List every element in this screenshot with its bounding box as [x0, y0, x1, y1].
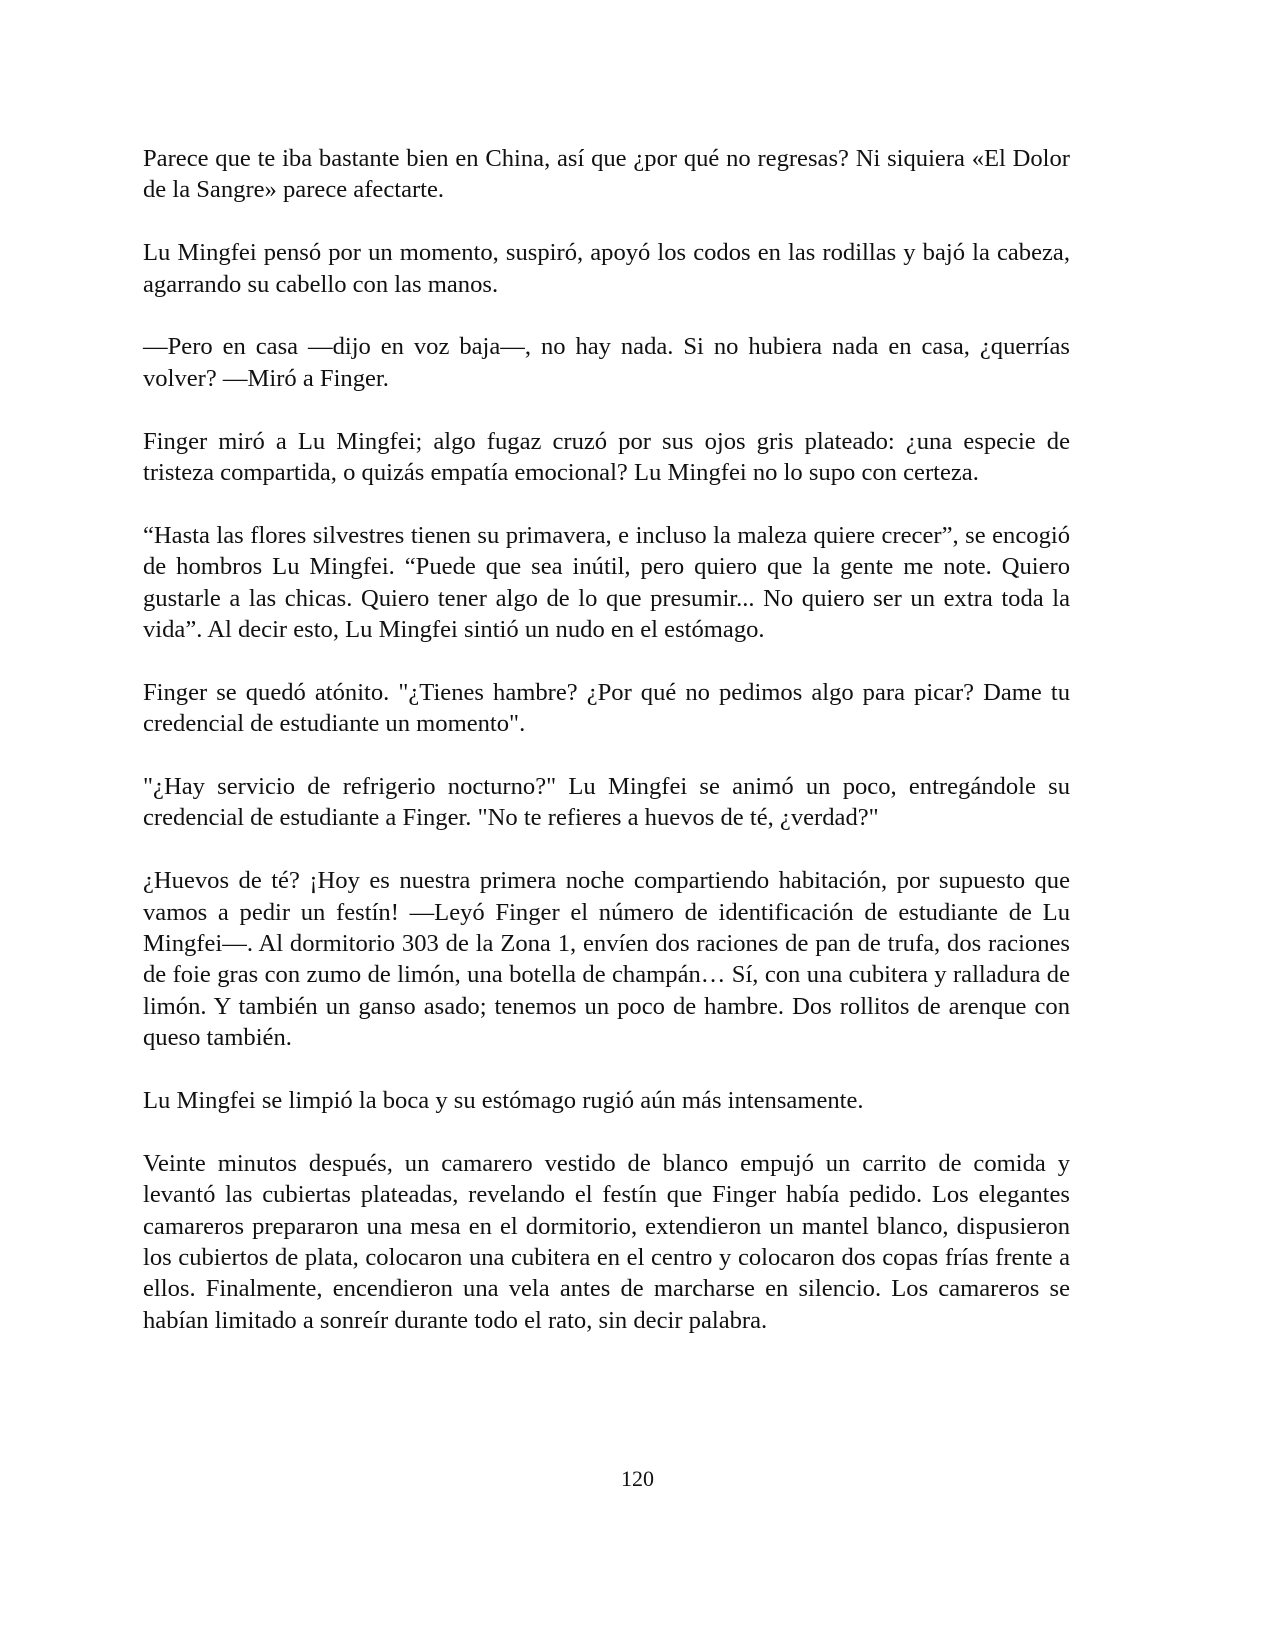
- paragraph: Finger miró a Lu Mingfei; algo fugaz cruzó por sus ojos gris plateado: ¿una especie de tristeza compartida, o quizás empatía emocional? Lu Mingfei no lo supo con certeza.: [143, 427, 1070, 487]
- paragraph: ¿Huevos de té? ¡Hoy es nuestra primera noche compartiendo habitación, por supuesto que vamos a pedir un festín! —Leyó Finger el número de identificación de estudiante de Lu Mingfei—. Al dormitorio 303 de la Zona 1, envíen dos raciones de pan de trufa, dos raciones de foie gras con zumo de limón, una botella de champán… Sí, con una cubitera y ralladura de limón. Y también un ganso asado; tenemos un poco de hambre. Dos rollitos de arenque con queso también.: [143, 867, 1070, 1052]
- paragraph: Parece que te iba bastante bien en China, así que ¿por qué no regresas? Ni siquiera «El Dolor de la Sangre» parece afectarte.: [143, 145, 1070, 204]
- paragraph: Lu Mingfei pensó por un momento, suspiró, apoyó los codos en las rodillas y bajó la cabeza, agarrando su cabello con las manos.: [143, 239, 1070, 298]
- paragraph: "¿Hay servicio de refrigerio nocturno?" Lu Mingfei se animó un poco, entregándole su credencial de estudiante a Finger. "No te refieres a huevos de té, ¿verdad?": [143, 773, 1070, 832]
- page-body: [143, 143, 1070, 1368]
- paragraph: —Pero en casa —dijo en voz baja—, no hay nada. Si no hubiera nada en casa, ¿querrías volver? —Miró a Finger.: [143, 333, 1070, 392]
- paragraph: Veinte minutos después, un camarero vestido de blanco empujó un carrito de comida y levantó las cubiertas plateadas, revelando el festín que Finger había pedido. Los elegantes camareros prepararon una mesa en el dormitorio, extendieron un mantel blanco, dispusieron los cubiertos de plata, colocaron una cubitera en el centro y colocaron dos copas frías frente a ellos. Finalmente, encendieron una vela antes de marcharse en silencio. Los camareros se habían limitado a sonreír durante todo el rato, sin decir palabra.: [143, 1149, 1070, 1334]
- paragraph: Lu Mingfei se limpió la boca y su estómago rugió aún más intensamente.: [143, 1087, 864, 1115]
- paragraph: Finger se quedó atónito. "¿Tienes hambre? ¿Por qué no pedimos algo para picar? Dame tu credencial de estudiante un momento".: [143, 678, 1070, 738]
- paragraph: “Hasta las flores silvestres tienen su primavera, e incluso la maleza quiere crecer”, se encogió de hombros Lu Mingfei. “Puede que sea inútil, pero quiero que la gente me note. Quiero gustarle a las chicas. Quiero tener algo de lo que presumir... No quiero ser un extra toda la vida”. Al decir esto, Lu Mingfei sintió un nudo en el estómago.: [143, 521, 1070, 644]
- page-number: 120: [621, 1466, 654, 1491]
